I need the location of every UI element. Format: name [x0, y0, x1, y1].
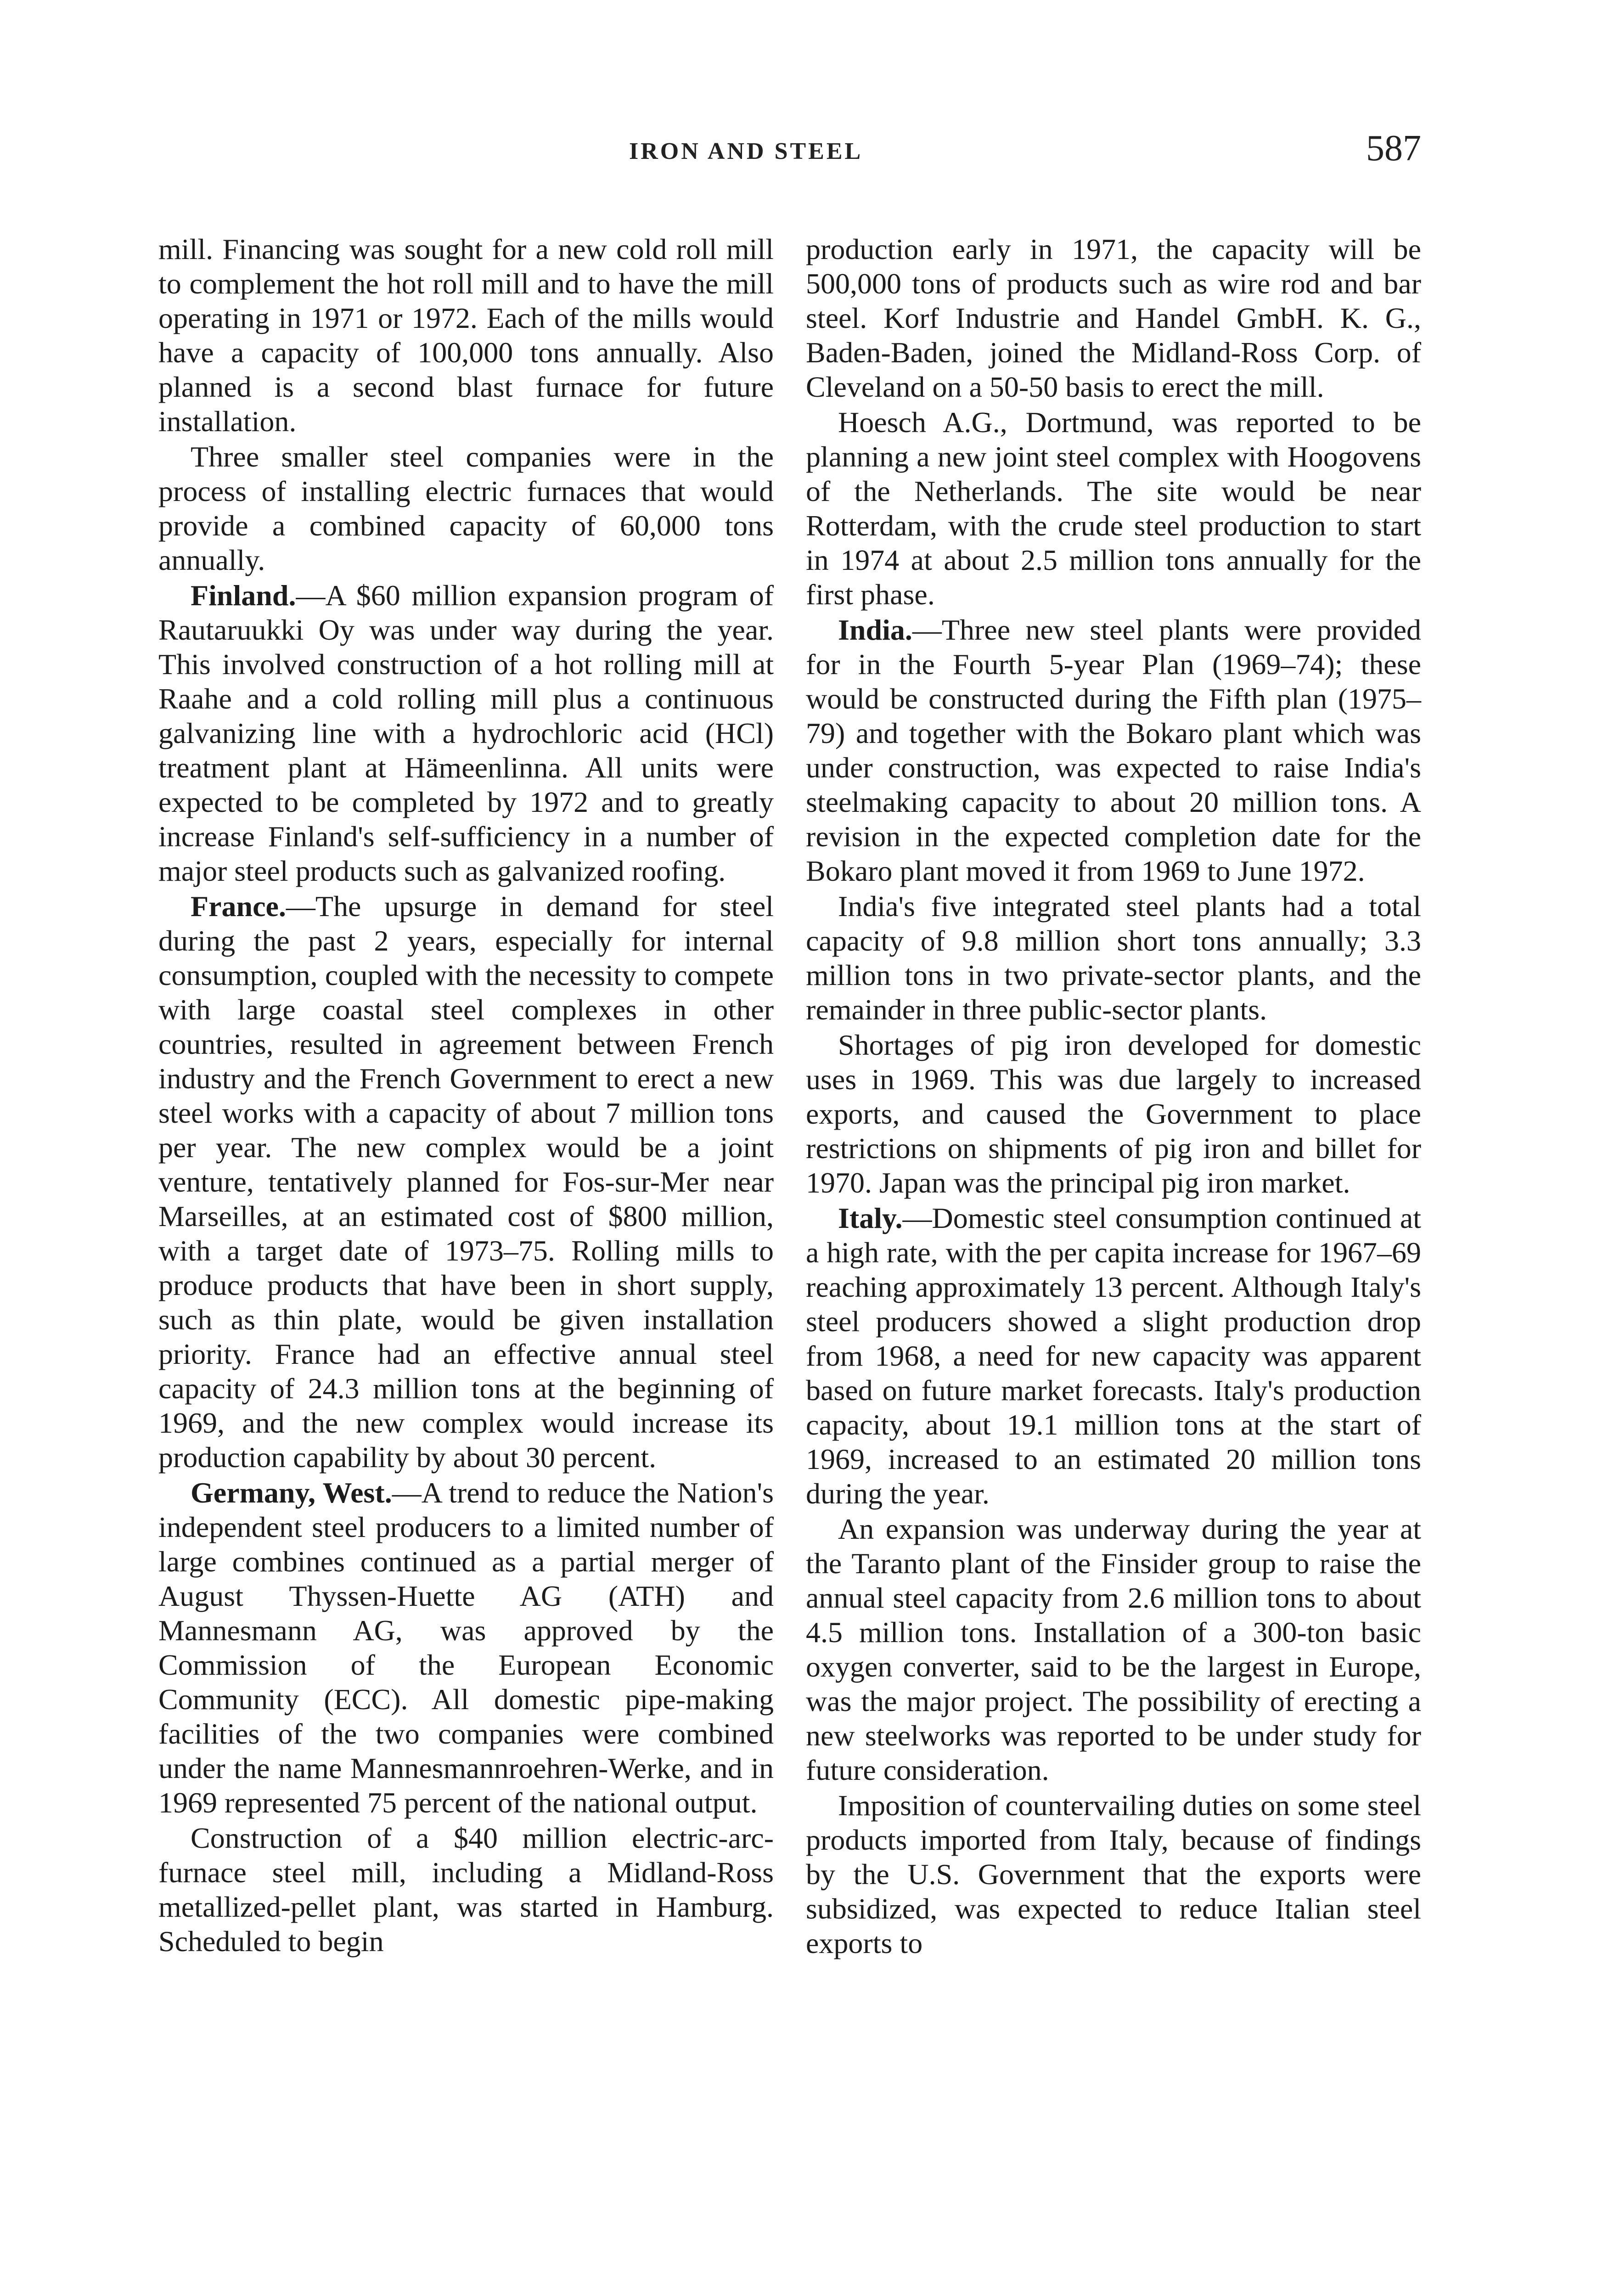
- italy-heading: Italy.: [838, 1202, 903, 1234]
- finland-text: —A $60 million expansion program of Rautaruukki Oy was under way during the year. This involved construction of a hot rolling mill at Raahe and a cold rolling mill plus a continuous galvanizing line with a hydrochloric acid (HCl) treatment plant at Hämeenlinna. All units were expected to be completed by 1972 and to greatly increase Finland's self-sufficiency in a number of major steel products such as galvanized roofing.: [158, 579, 774, 887]
- india-text: —Three new steel plants were provided for in the Fourth 5-year Plan (1969–74); these would be constructed during the Fifth plan (1975–79) and together with the Bokaro plant which was under construction, was expected to raise India's steelmaking capacity to about 20 million tons. A revision in the expected completion date for the Bokaro plant moved it from 1969 to June 1972.: [806, 613, 1421, 887]
- france-text: —The upsurge in demand for steel during the past 2 years, especially for internal consumption, coupled with the necessity to compete with large coastal steel complexes in other countries, resulted in agreement between French industry and the French Government to erect a new steel works with a capacity of about 7 million tons per year. The new complex would be a joint venture, tentatively planned for Fos-sur-Mer near Marseilles, at an estimated cost of $800 million, with a target date of 1973–75. Rolling mills to produce products that have been in short supply, such as thin plate, would be given installation priority. France had an effective annual steel capacity of 24.3 million tons at the beginning of 1969, and the new complex would increase its production capability by about 30 percent.: [158, 890, 774, 1474]
- germany-text: —A trend to reduce the Nation's independent steel producers to a limited number of large combines continued as a partial merger of August Thyssen-Huette AG (ATH) and Mannesmann AG, was approved by the Commission of the European Economic Community (ECC). All domestic pipe-making facilities of the two companies were combined under the name Mannesmannroehren-Werke, and in 1969 represented 75 percent of the national output.: [158, 1476, 774, 1819]
- paragraph-construction: Construction of a $40 million electric-arc-furnace steel mill, including a Midland-Ross metallized-pellet plant, was started in Hamburg. Scheduled to begin: [158, 1822, 774, 1958]
- running-head: IRON AND STEEL: [629, 138, 863, 164]
- paragraph-france: [158, 889, 774, 1474]
- paragraph-germany: [158, 1475, 774, 1820]
- paragraph-production-early: production early in 1971, the capacity will be 500,000 tons of products such as wire rod and bar steel. Korf Industrie and Handel GmbH. K. G., Baden-Baden, joined the Midland-Ross Corp. of Cleveland on a 50-50 basis to erect the mill.: [806, 233, 1421, 403]
- finland-heading: Finland.: [191, 579, 296, 612]
- left-column: [158, 232, 774, 1958]
- paragraph-smaller-companies: Three smaller steel companies were in the process of installing electric furnaces that would provide a combined capacity of 60,000 tons annually.: [158, 440, 774, 576]
- paragraph-italy: [806, 1201, 1421, 1511]
- india-heading: India.: [838, 613, 912, 646]
- paragraph-finland: [158, 578, 774, 888]
- paragraph-india-five-plants: India's five integrated steel plants had a total capacity of 9.8 million short tons annually; 3.3 million tons in two private-sector plants, and the remainder in three public-sector plants.: [806, 890, 1421, 1026]
- paragraph-hoesch: Hoesch A.G., Dortmund, was reported to be planning a new joint steel complex with Hoogovens of the Netherlands. The site would be near Rotterdam, with the crude steel production to start in 1974 at about 2.5 million tons annually for the first phase.: [806, 406, 1421, 611]
- paragraph-countervailing-duties: Imposition of countervailing duties on some steel products imported from Italy, because of findings by the U.S. Government that the exports were subsidized, was expected to reduce Italian steel exports to: [806, 1789, 1421, 1959]
- france-heading: France.: [191, 890, 286, 923]
- italy-text: —Domestic steel consumption continued at a high rate, with the per capita increase for 1967–69 reaching approximately 13 percent. Although Italy's steel producers showed a slight production drop from 1968, a need for new capacity was apparent based on future market forecasts. Italy's production capacity, about 19.1 million tons at the start of 1969, increased to an estimated 20 million tons during the year.: [806, 1202, 1421, 1510]
- page-number: 587: [1366, 128, 1421, 169]
- paragraph-india: [806, 613, 1421, 888]
- paragraph-mill-financing: mill. Financing was sought for a new cold roll mill to complement the hot roll mill and to have the mill operating in 1971 or 1972. Each of the mills would have a capacity of 100,000 tons annually. Also planned is a second blast furnace for future installation.: [158, 233, 774, 438]
- right-column: [806, 232, 1421, 1960]
- germany-heading: Germany, West.: [191, 1476, 392, 1509]
- paragraph-pig-iron-shortages: Shortages of pig iron developed for domestic uses in 1969. This was due largely to increased exports, and caused the Government to place restrictions on shipments of pig iron and billet for 1970. Japan was the principal pig iron market.: [806, 1029, 1421, 1199]
- paragraph-taranto-expansion: An expansion was underway during the year at the Taranto plant of the Finsider group to raise the annual steel capacity from 2.6 million tons to about 4.5 million tons. Installation of a 300-ton basic oxygen converter, said to be the largest in Europe, was the major project. The possibility of erecting a new steelworks was reported to be under study for future consideration.: [806, 1513, 1421, 1786]
